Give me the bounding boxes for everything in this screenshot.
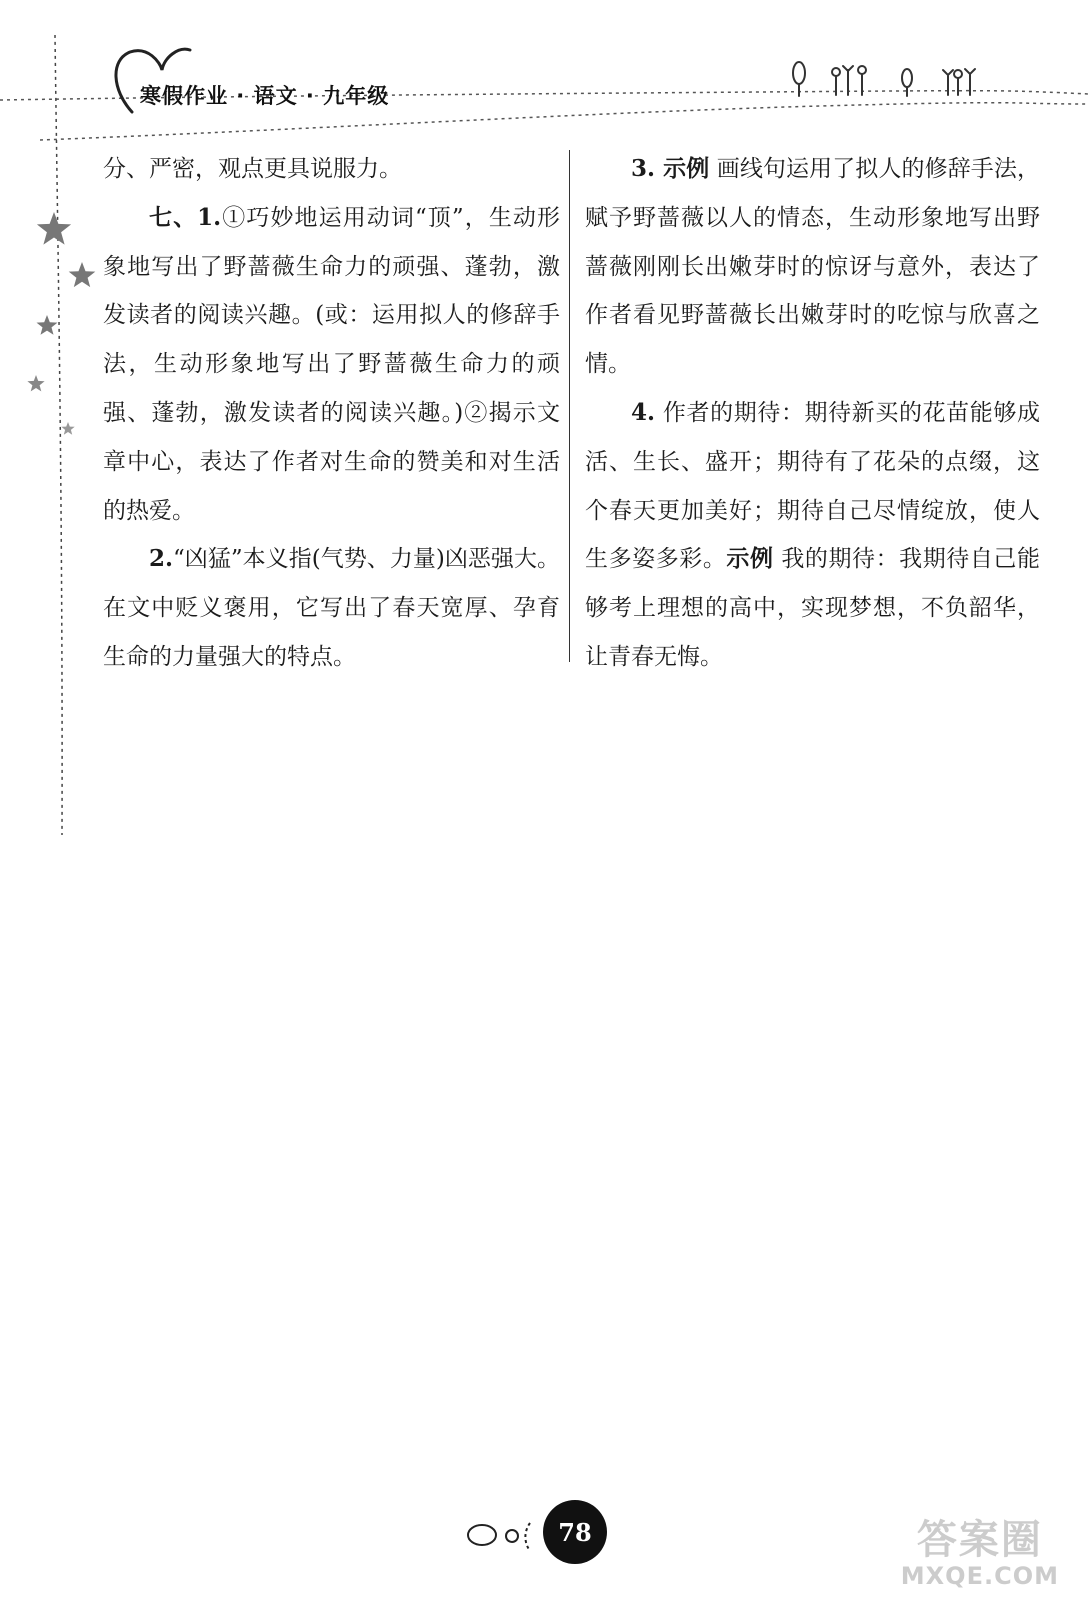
watermark-sub: MXQE.COM xyxy=(900,1562,1059,1590)
paragraph: 七、1.①巧妙地运用动词“顶”，生动形象地写出了野蔷薇生命力的顽强、蓬勃，激发读者的阅读兴趣。(或：运用拟人的修辞手法，生动形象地写出了野蔷薇生命力的顽强、蓬勃，激发读者的阅读兴趣。)②揭示文章中心，表达了作者对生命的赞美和对生活的热爱。 xyxy=(103,203,560,524)
paragraph: 4. 作者的期待：期待新买的花苗能够成活、生长、盛开；期待有了花朵的点缀，这个春天更加美好；期待自己尽情绽放，使人生多姿多彩。示例 我的期待：我期待自己能够考上理想的高中，实现梦想，不负韶华，让青春无悔。 xyxy=(585,398,1040,670)
question-label: 2. xyxy=(149,545,174,573)
right-column xyxy=(585,145,1040,682)
page-number: 78 xyxy=(543,1500,607,1564)
question-label: 3. 示例 xyxy=(631,155,710,182)
header-title: 寒假作业 · 语文 · 九年级 xyxy=(140,84,390,108)
paragraph: 分、严密，观点更具说服力。 xyxy=(103,156,402,182)
watermark xyxy=(900,1517,1059,1590)
paragraph: 2.“凶猛”本义指(气势、力量)凶恶强大。在文中贬义褒用，它写出了春天宽厚、孕育生命的力量强大的特点。 xyxy=(103,545,560,670)
footer-decoration xyxy=(460,1505,550,1565)
example-label: 示例 xyxy=(726,545,774,573)
star-icon xyxy=(37,315,58,335)
star-icon xyxy=(69,262,96,287)
star-icon xyxy=(37,212,71,245)
question-label: 七、1. xyxy=(149,203,222,231)
margin-decoration xyxy=(0,0,100,840)
paragraph: 3. 示例 画线句运用了拟人的修辞手法，赋予野蔷薇以人的情态，生动形象地写出野蔷薇刚刚长出嫩芽时的惊讶与意外，表达了作者看见野蔷薇长出嫩芽时的吃惊与欣喜之情。 xyxy=(585,155,1040,378)
star-icon xyxy=(61,422,74,435)
star-icon xyxy=(27,375,44,391)
left-column xyxy=(103,145,560,682)
column-divider xyxy=(569,150,570,662)
watermark-main: 答案圈 xyxy=(916,1517,1043,1563)
question-label: 4. xyxy=(631,398,656,426)
